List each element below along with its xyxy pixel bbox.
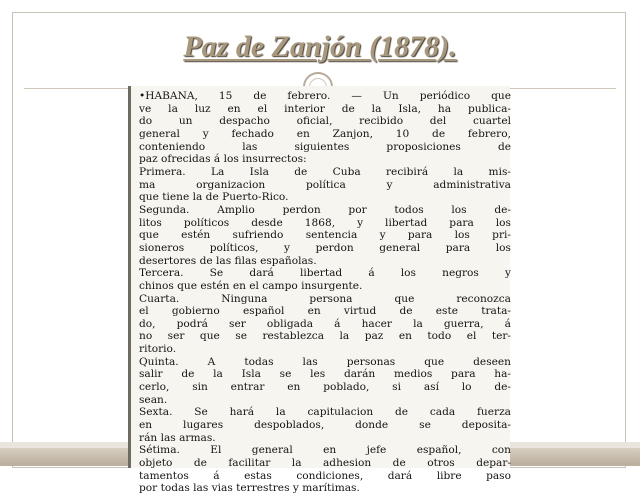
clipping-line: en lugares despoblados, donde se deposita-: [139, 419, 511, 432]
clipping-line: Tercera. Se dará libertad á los negros y: [139, 267, 511, 280]
clipping-line: do un despacho oficial, recibido del cuartel: [139, 115, 511, 128]
clipping-line: Quinta. A todas las personas que deseen: [139, 355, 511, 368]
clipping-line: Sexta. Se hará la capitulacion de cada fuerza: [139, 406, 511, 419]
clipping-line: litos políticos desde 1868, y libertad para los: [139, 216, 511, 229]
clipping-line: Sétima. El general en jefe español, con: [139, 444, 511, 457]
clipping-line: desertores de las filas españolas.: [139, 254, 317, 267]
newspaper-clipping: [128, 86, 511, 495]
clipping-line: Primera. La Isla de Cuba recibirá la mis-: [139, 165, 511, 178]
clipping-line: general y fechado en Zanjon, 10 de febrero,: [139, 127, 511, 140]
clipping-line: conteniendo las siguientes proposiciones de: [139, 140, 511, 153]
clipping-line: objeto de facilitar la adhesion de otros depar-: [139, 457, 511, 470]
clipping-line: ritorio.: [139, 343, 177, 356]
clipping-line: Cuarta. Ninguna persona que reconozca: [139, 292, 511, 305]
clipping-line: por todas las vias terrestres y marítimas.: [139, 482, 360, 495]
slide-title: Paz de Zanjón (1878).: [183, 30, 457, 63]
clipping-line: no ser que se restablezca la paz en todo el ter-: [139, 330, 511, 343]
clipping-line: chinos que estén en el campo insurgente.: [139, 279, 363, 292]
clipping-line: sean.: [139, 393, 168, 406]
clipping-line: do, podrá ser obligada á hacer la guerra, á: [139, 317, 511, 330]
clipping-line: paz ofrecidas á los insurrectos:: [139, 153, 307, 166]
clipping-line: salir de la Isla se les darán medios para ha-: [139, 368, 511, 381]
clipping-line: que estén sufriendo sentencia y para los pri-: [139, 229, 511, 242]
clipping-line: rán las armas.: [139, 431, 216, 444]
clipping-line: el gobierno español en virtud de este trata-: [139, 305, 511, 318]
clipping-line: Segunda. Amplio perdon por todos los de-: [139, 203, 511, 216]
clipping-line: •HABANA, 15 de febrero. — Un periódico que: [139, 90, 511, 102]
clipping-line: ve la luz en el interior de la Isla, ha publica-: [139, 102, 511, 115]
clipping-line: ma organizacion política y administrativa: [139, 178, 511, 191]
clipping-line: sioneros políticos, y perdon general para los: [139, 241, 511, 254]
clipping-line: tamentos á estas condiciones, dará libre paso: [139, 469, 511, 482]
clipping-line: cerlo, sin entrar en poblado, si así lo de-: [139, 381, 511, 394]
clipping-text: [139, 90, 511, 495]
clipping-line: que tiene la de Puerto-Rico.: [139, 191, 289, 204]
